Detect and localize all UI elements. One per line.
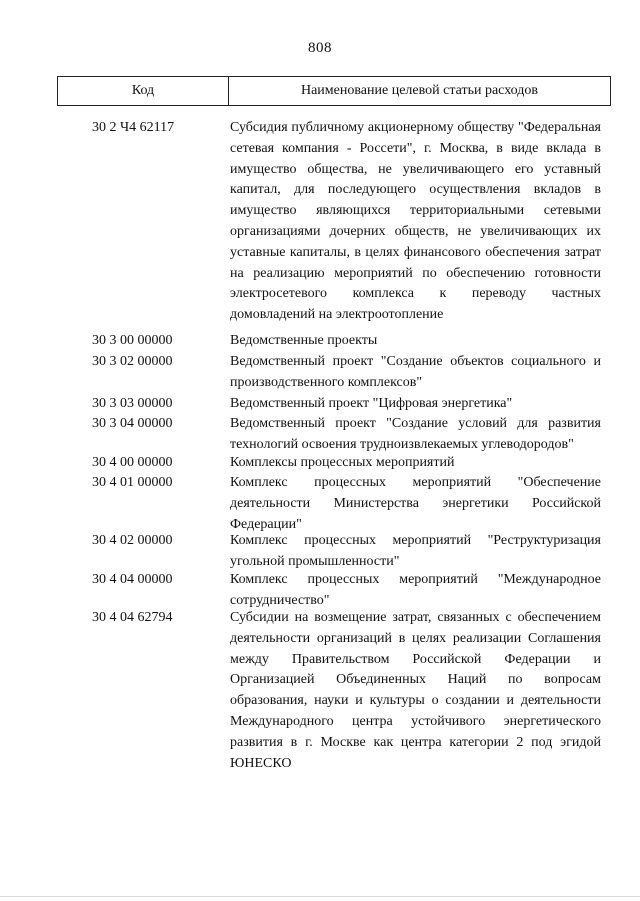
row-code: 30 3 04 00000 xyxy=(92,416,173,431)
row-name: Комплекс процессных мероприятий "Международное сотрудничество" xyxy=(230,572,601,608)
row-name: Комплексы процессных мероприятий xyxy=(230,455,455,470)
table-header xyxy=(57,76,611,106)
row-name: Ведомственный проект "Создание объектов социального и производственного комплексов" xyxy=(230,354,601,390)
row-code: 30 2 Ч4 62117 xyxy=(92,120,175,135)
row-name: Комплекс процессных мероприятий "Обеспечение деятельности Министерства энергетики Российской Федерации" xyxy=(230,475,601,532)
row-name: Субсидии на возмещение затрат, связанных с обеспечением деятельности организаций в целях реализации Соглашения между Правительством Российской Федерации и Организацией Объединенных Наций по вопросам образования, науки и культуры о создании и деятельности Международного центра устойчивого энергетического развития в г. Москве как центра категории 2 под эгидой ЮНЕСКО xyxy=(230,610,601,771)
row-code: 30 3 02 00000 xyxy=(92,354,173,369)
row-code: 30 3 03 00000 xyxy=(92,396,173,411)
row-name: Ведомственный проект "Цифровая энергетика" xyxy=(230,396,513,411)
scan-edge-line xyxy=(0,896,640,897)
row-name: Комплекс процессных мероприятий "Реструктуризация угольной промышленности" xyxy=(230,533,601,569)
row-code: 30 3 00 00000 xyxy=(92,333,173,348)
row-code: 30 4 02 00000 xyxy=(92,533,173,548)
row-name: Ведомственный проект "Создание условий для развития технологий освоения трудноизвлекаемых углеводородов" xyxy=(230,416,601,452)
header-code: Код xyxy=(58,77,229,106)
row-code: 30 4 04 00000 xyxy=(92,572,173,587)
row-code: 30 4 04 62794 xyxy=(92,610,173,625)
row-name: Ведомственные проекты xyxy=(230,333,378,348)
row-name: Субсидия публичному акционерному обществу "Федеральная сетевая компания - Россети", г. Москва, в виде вклада в имущество общества, не увеличивающего его уставный капитал, для последующего осуществления вкладов в имущество являющихся территориальными сетевыми организациями дочерних обществ, не увеличивающих их уставные капиталы, в целях финансового обеспечения затрат на реализацию мероприятий по обеспечению готовности электросетевого комплекса к переводу частных домовладений на электроотопление xyxy=(230,120,601,323)
page-number: 808 xyxy=(308,40,332,56)
row-code: 30 4 01 00000 xyxy=(92,475,173,490)
row-code: 30 4 00 00000 xyxy=(92,455,173,470)
header-name: Наименование целевой статьи расходов xyxy=(229,77,611,106)
